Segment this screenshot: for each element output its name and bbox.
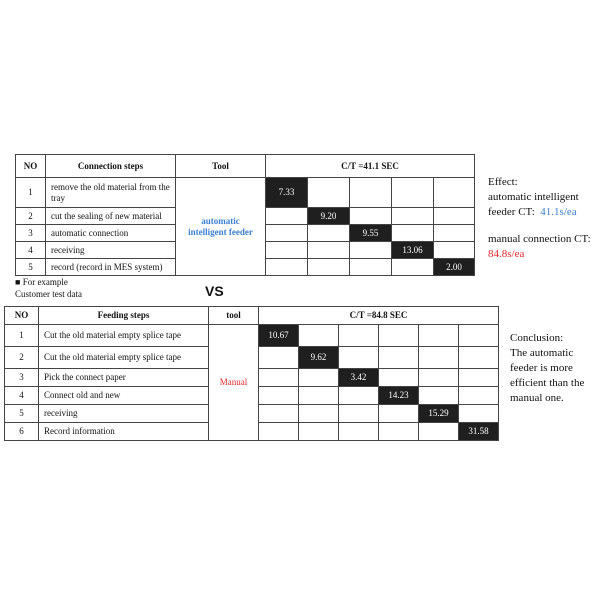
step-time: 3.42: [339, 369, 379, 387]
empty-cell: [266, 208, 308, 225]
step-time: 9.20: [308, 208, 350, 225]
empty-cell: [434, 242, 475, 259]
tool-name: automatic intelligent feeder: [176, 178, 266, 276]
empty-cell: [259, 387, 299, 405]
empty-cell: [379, 369, 419, 387]
step-label: cut the sealing of new material: [46, 208, 176, 225]
row-number: 1: [16, 178, 46, 208]
vs-label: VS: [205, 283, 224, 299]
customer-note: Customer test data: [15, 289, 82, 299]
step-label: Cut the old material empty splice tape: [39, 325, 209, 347]
empty-cell: [419, 347, 459, 369]
step-label: Cut the old material empty splice tape: [39, 347, 209, 369]
connection-steps-header: Connection steps: [46, 155, 176, 178]
empty-cell: [419, 387, 459, 405]
auto-ct-line: [488, 190, 600, 220]
empty-cell: [350, 208, 392, 225]
row-number: 2: [16, 208, 46, 225]
empty-cell: [339, 405, 379, 423]
empty-cell: [266, 259, 308, 276]
empty-cell: [308, 259, 350, 276]
conclusion-text: The automatic feeder is more efficient than the manual one.: [510, 347, 585, 404]
conclusion-title: Conclusion:: [510, 332, 564, 344]
empty-cell: [379, 423, 419, 441]
empty-cell: [339, 387, 379, 405]
row-number: 5: [16, 259, 46, 276]
empty-cell: [434, 178, 475, 208]
feeding-steps-header: Feeding steps: [39, 307, 209, 325]
table-row: [16, 178, 475, 208]
empty-cell: [379, 325, 419, 347]
empty-cell: [392, 259, 434, 276]
spacer: [488, 220, 600, 232]
manual-ct-value: 84.8s/ea: [488, 248, 525, 260]
empty-cell: [350, 259, 392, 276]
empty-cell: [459, 405, 499, 423]
step-time: 9.62: [299, 347, 339, 369]
empty-cell: [308, 178, 350, 208]
tool-header: tool: [209, 307, 259, 325]
cycle-time-header: C/T =84.8 SEC: [259, 307, 499, 325]
empty-cell: [308, 242, 350, 259]
row-number: 3: [5, 369, 39, 387]
empty-cell: [299, 325, 339, 347]
empty-cell: [419, 423, 459, 441]
square-bullet-icon: ■: [15, 277, 23, 287]
no-header: NO: [5, 307, 39, 325]
step-label: Record information: [39, 423, 209, 441]
empty-cell: [266, 225, 308, 242]
connection-steps-table: [15, 154, 475, 276]
empty-cell: [392, 225, 434, 242]
step-time: 13.06: [392, 242, 434, 259]
example-note: ■ For example: [15, 277, 68, 287]
step-time: 31.58: [459, 423, 499, 441]
empty-cell: [459, 325, 499, 347]
step-label: receiving: [46, 242, 176, 259]
empty-cell: [308, 225, 350, 242]
auto-ct-label: automatic intelligent feeder CT:: [488, 191, 579, 218]
empty-cell: [259, 347, 299, 369]
step-time: 2.00: [434, 259, 475, 276]
step-label: receiving: [39, 405, 209, 423]
step-label: Pick the connect paper: [39, 369, 209, 387]
table-row: [5, 325, 499, 347]
row-number: 3: [16, 225, 46, 242]
empty-cell: [434, 225, 475, 242]
empty-cell: [459, 369, 499, 387]
row-number: 5: [5, 405, 39, 423]
tool-name: Manual: [209, 325, 259, 441]
step-time: 15.29: [419, 405, 459, 423]
empty-cell: [266, 242, 308, 259]
row-number: 2: [5, 347, 39, 369]
empty-cell: [350, 242, 392, 259]
row-number: 1: [5, 325, 39, 347]
empty-cell: [339, 347, 379, 369]
empty-cell: [259, 369, 299, 387]
feeding-steps-table: [4, 306, 499, 441]
empty-cell: [459, 347, 499, 369]
empty-cell: [299, 369, 339, 387]
row-number: 4: [16, 242, 46, 259]
cycle-time-header: C/T =41.1 SEC: [266, 155, 475, 178]
step-label: Connect old and new: [39, 387, 209, 405]
empty-cell: [259, 423, 299, 441]
manual-ct-line: [488, 232, 600, 262]
row-number: 6: [5, 423, 39, 441]
empty-cell: [339, 423, 379, 441]
empty-cell: [259, 405, 299, 423]
empty-cell: [379, 405, 419, 423]
empty-cell: [434, 208, 475, 225]
empty-cell: [459, 387, 499, 405]
effect-box: [488, 175, 600, 262]
empty-cell: [379, 347, 419, 369]
empty-cell: [299, 423, 339, 441]
step-label: remove the old material from the tray: [46, 178, 176, 208]
step-label: automatic connection: [46, 225, 176, 242]
step-time: 9.55: [350, 225, 392, 242]
effect-title: Effect:: [488, 176, 518, 188]
row-number: 4: [5, 387, 39, 405]
empty-cell: [392, 208, 434, 225]
step-label: record (record in MES system): [46, 259, 176, 276]
empty-cell: [339, 325, 379, 347]
empty-cell: [392, 178, 434, 208]
step-time: 7.33: [266, 178, 308, 208]
empty-cell: [350, 178, 392, 208]
manual-ct-label: manual connection CT:: [488, 233, 591, 245]
step-time: 14.23: [379, 387, 419, 405]
step-time: 10.67: [259, 325, 299, 347]
tool-header: Tool: [176, 155, 266, 178]
empty-cell: [299, 405, 339, 423]
auto-ct-value: 41.1s/ea: [540, 206, 577, 218]
conclusion-box: [510, 331, 600, 406]
empty-cell: [419, 369, 459, 387]
no-header: NO: [16, 155, 46, 178]
empty-cell: [299, 387, 339, 405]
empty-cell: [419, 325, 459, 347]
